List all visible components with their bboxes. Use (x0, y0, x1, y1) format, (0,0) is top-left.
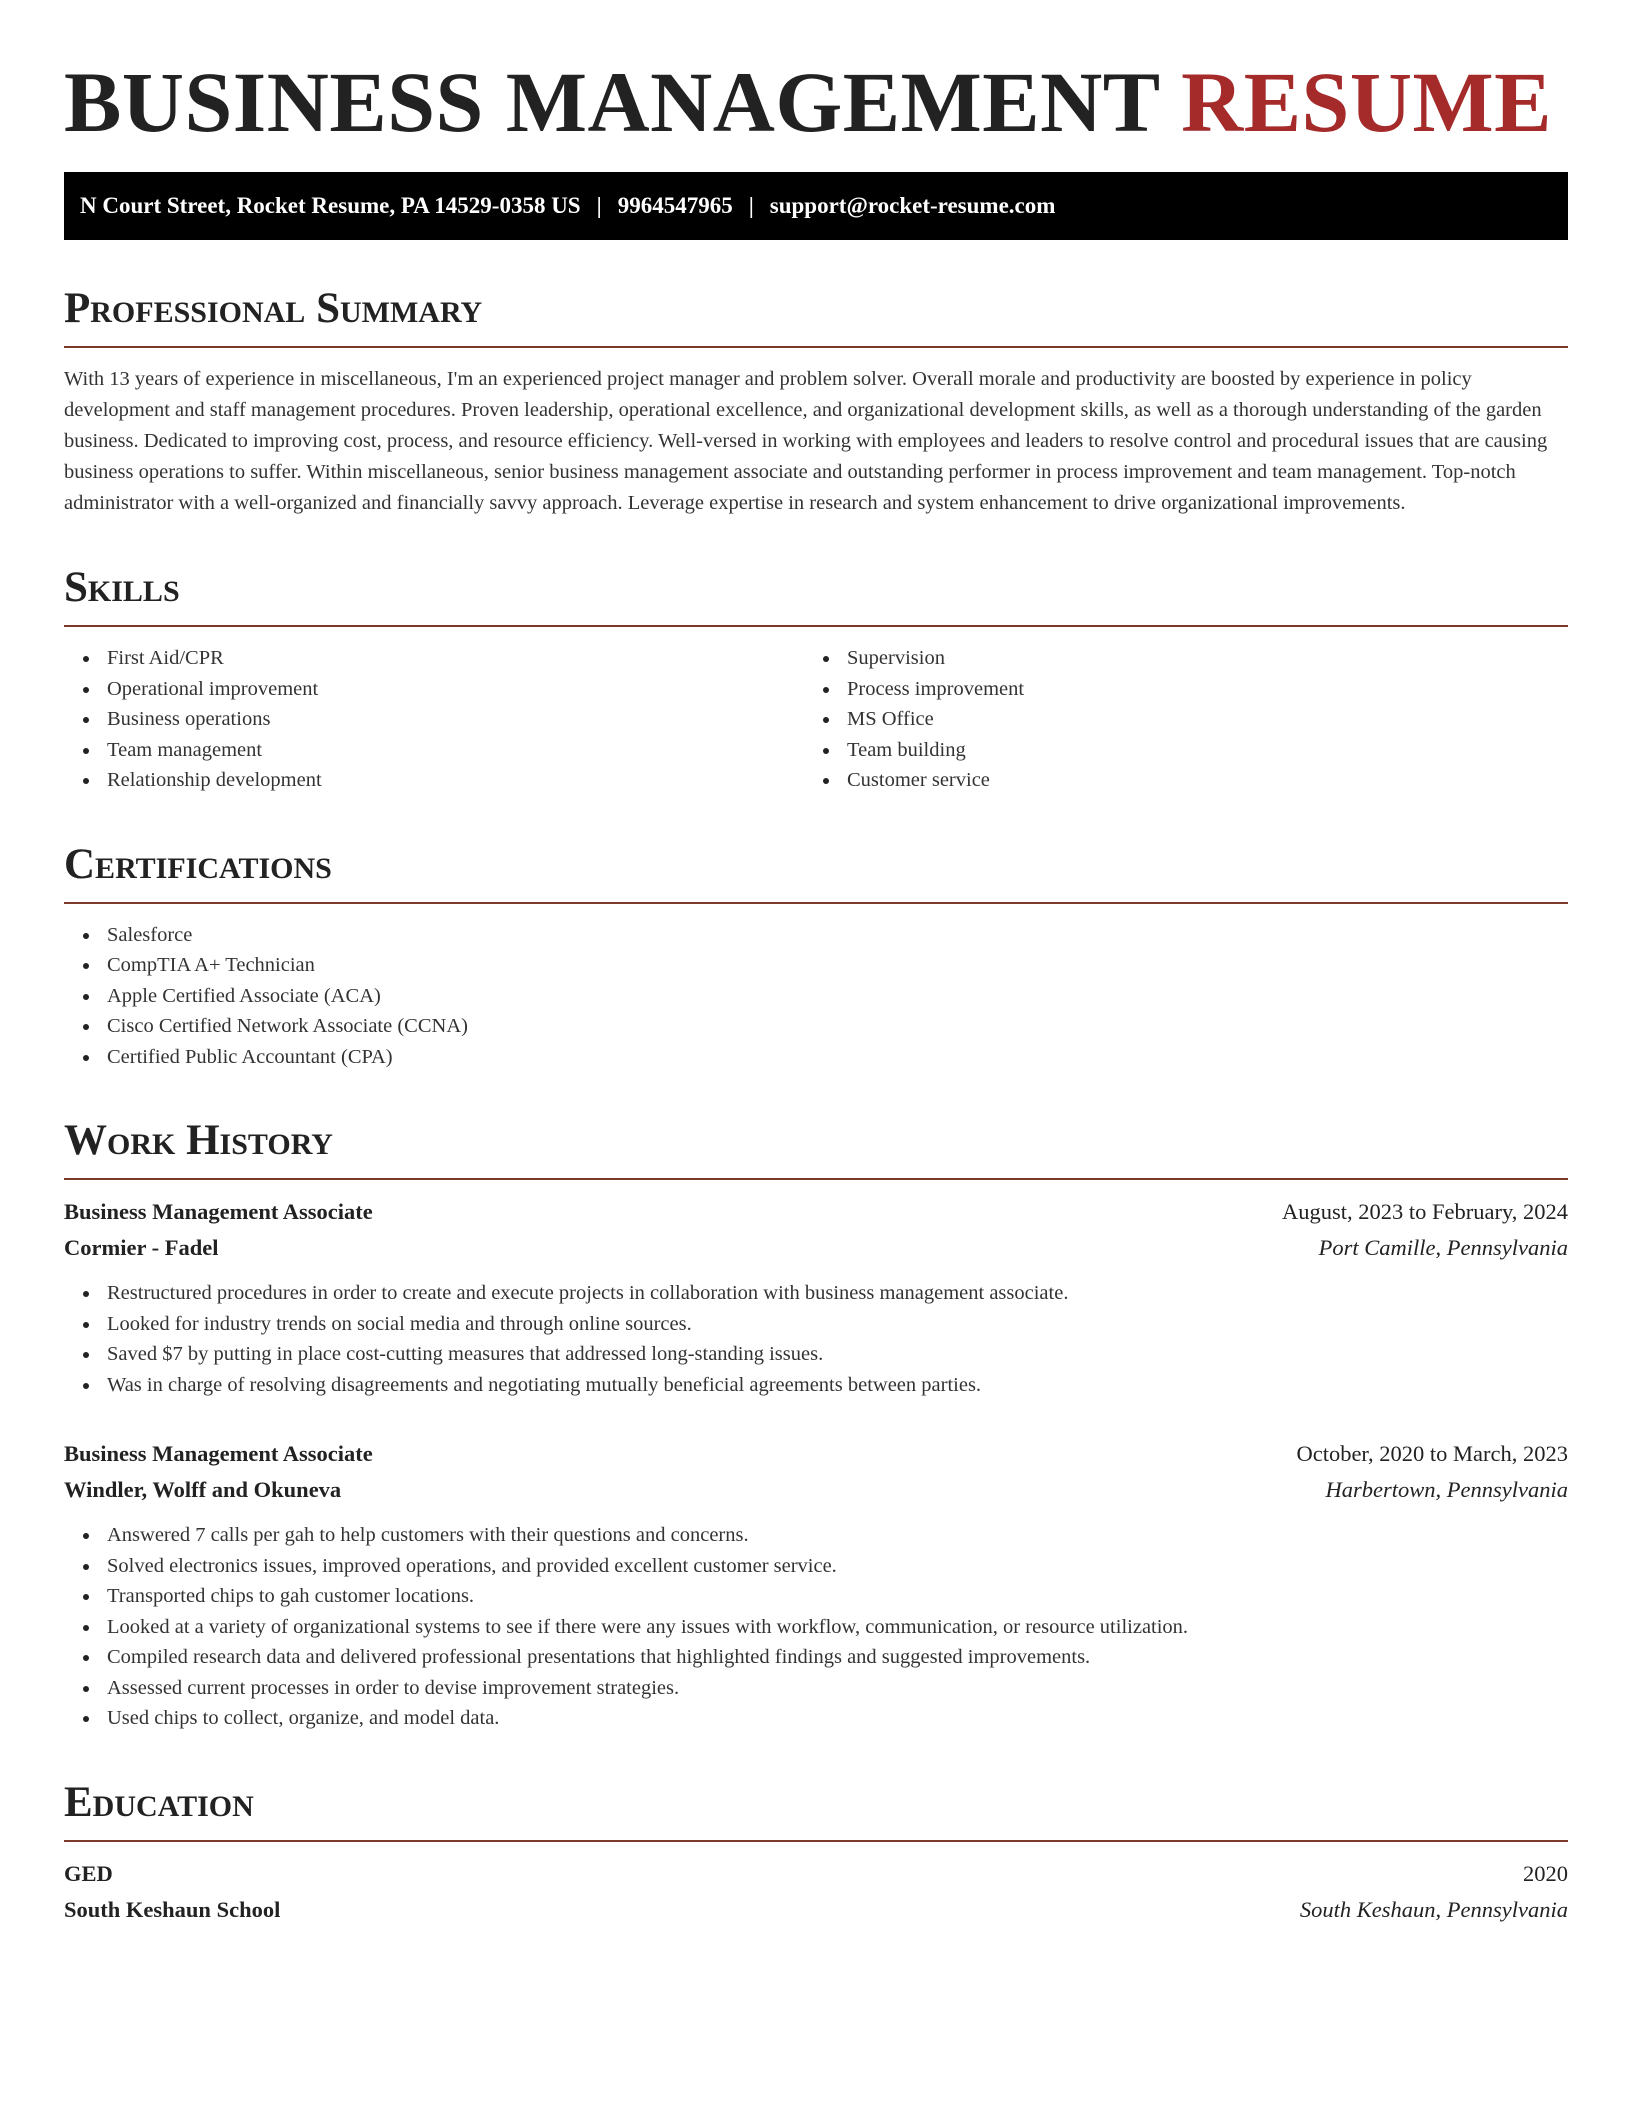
job-header-row (64, 1194, 1568, 1230)
summary-heading: Professional Summary (64, 284, 1568, 348)
job-location: Port Camille, Pennsylvania (1318, 1235, 1568, 1260)
education-entry (64, 1856, 1568, 1928)
duty-item: Used chips to collect, organize, and model data. (64, 1703, 1568, 1734)
duty-item: Was in charge of resolving disagreements and negotiating mutually beneficial agreements between parties. (64, 1370, 1568, 1401)
duty-item: Looked for industry trends on social media and through online sources. (64, 1309, 1568, 1340)
skill-item: Team building (804, 735, 1544, 766)
title-main: BUSINESS MANAGEMENT (64, 54, 1160, 150)
job-company-row (64, 1472, 1568, 1508)
skill-item: Customer service (804, 765, 1544, 796)
work-history-heading: Work History (64, 1116, 1568, 1180)
contact-separator: | (748, 193, 754, 218)
summary-text: With 13 years of experience in miscellaneous, I'm an experienced project manager and problem solver. Overall morale and productivity are boosted by experience in policy development and staff management procedures. Proven leadership, operational excellence, and organizational development skills, as well as a thorough understanding of the garden business. Dedicated to improving cost, process, and resource efficiency. Well-versed in working with employees and leaders to resolve control and procedural issues that are causing business operations to suffer. Within miscellaneous, senior business management associate and outstanding performer in process improvement and team management. Top-notch administrator with a well-organized and financially savvy approach. Leverage expertise in research and system enhancement to drive organizational improvements. (64, 368, 1548, 514)
title-accent: RESUME (1181, 54, 1553, 150)
education-school: South Keshaun School (64, 1896, 281, 1922)
certifications-heading: Certifications (64, 840, 1568, 904)
education-location: South Keshaun, Pennsylvania (1299, 1896, 1568, 1922)
certification-item: Salesforce (64, 920, 1568, 951)
education-degree: GED (64, 1860, 113, 1886)
job-title: Business Management Associate (64, 1441, 373, 1466)
contact-separator: | (596, 193, 602, 218)
resume-page (64, 0, 1568, 1928)
skill-item: Team management (64, 735, 804, 766)
certifications-list (64, 920, 1568, 1073)
job-company: Cormier - Fadel (64, 1235, 219, 1260)
certification-item: CompTIA A+ Technician (64, 950, 1568, 981)
job-entry (64, 1436, 1568, 1734)
skills-heading: Skills (64, 563, 1568, 627)
skill-item: Relationship development (64, 765, 804, 796)
certification-item: Apple Certified Associate (ACA) (64, 981, 1568, 1012)
education-degree-row (64, 1856, 1568, 1892)
skill-item: First Aid/CPR (64, 643, 804, 674)
job-entry (64, 1194, 1568, 1400)
contact-email: support@rocket-resume.com (769, 193, 1056, 218)
education-year: 2020 (1523, 1860, 1568, 1886)
contact-bar (64, 172, 1568, 240)
education-heading: Education (64, 1778, 1568, 1842)
duty-item: Compiled research data and delivered professional presentations that highlighted findings and suggested improvements. (64, 1642, 1568, 1673)
skill-item: MS Office (804, 704, 1544, 735)
job-header-row (64, 1436, 1568, 1472)
skill-item: Operational improvement (64, 674, 804, 705)
duty-item: Answered 7 calls per gah to help customers with their questions and concerns. (64, 1520, 1568, 1551)
skill-item: Process improvement (804, 674, 1544, 705)
job-duties (64, 1278, 1568, 1400)
page-title (64, 56, 1568, 148)
contact-phone: 9964547965 (617, 193, 733, 218)
duty-item: Transported chips to gah customer locations. (64, 1581, 1568, 1612)
job-location: Harbertown, Pennsylvania (1325, 1477, 1568, 1502)
skills-list-left (64, 643, 804, 796)
job-company: Windler, Wolff and Okuneva (64, 1477, 342, 1502)
duty-item: Restructured procedures in order to create and execute projects in collaboration with business management associate. (64, 1278, 1568, 1309)
duty-item: Solved electronics issues, improved operations, and provided excellent customer service. (64, 1551, 1568, 1582)
skills-grid (64, 627, 1568, 796)
education-school-row (64, 1892, 1568, 1928)
duty-item: Looked at a variety of organizational systems to see if there were any issues with workflow, communication, or resource utilization. (64, 1612, 1568, 1643)
contact-address: N Court Street, Rocket Resume, PA 14529-0358 US (80, 193, 581, 218)
skill-item: Business operations (64, 704, 804, 735)
certification-item: Certified Public Accountant (CPA) (64, 1042, 1568, 1073)
skill-item: Supervision (804, 643, 1544, 674)
duty-item: Saved $7 by putting in place cost-cutting measures that addressed long-standing issues. (64, 1339, 1568, 1370)
duty-item: Assessed current processes in order to devise improvement strategies. (64, 1673, 1568, 1704)
job-company-row (64, 1230, 1568, 1266)
job-duties (64, 1520, 1568, 1734)
job-title: Business Management Associate (64, 1199, 373, 1224)
certification-item: Cisco Certified Network Associate (CCNA) (64, 1011, 1568, 1042)
job-dates: October, 2020 to March, 2023 (1296, 1441, 1568, 1466)
skills-list-right (804, 643, 1544, 796)
job-dates: August, 2023 to February, 2024 (1281, 1199, 1568, 1224)
